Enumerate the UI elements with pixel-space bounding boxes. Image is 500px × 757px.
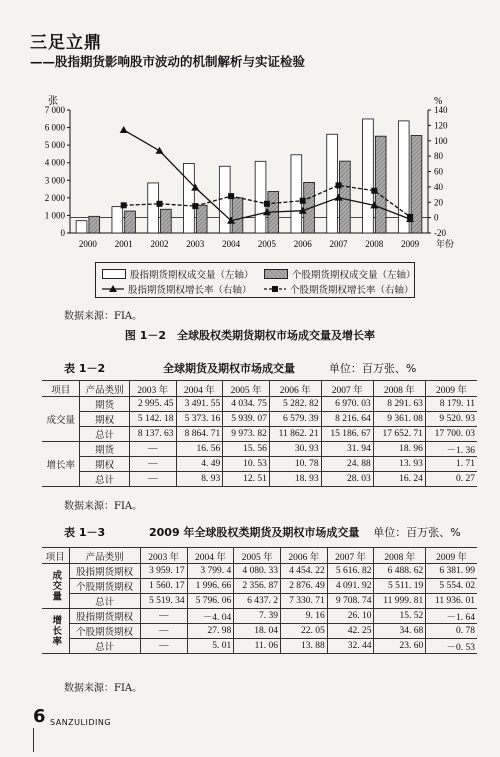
- table-row: [42, 412, 477, 427]
- y-right-tick-label: 100: [434, 135, 448, 146]
- table-cell: 16. 56: [176, 442, 223, 457]
- chart-source: 数据来源：FIA。: [64, 311, 143, 322]
- x-tick-label: 2008: [365, 239, 384, 249]
- table-category-cell: 期货: [80, 442, 129, 457]
- table-cell: 11 999. 81: [374, 594, 426, 609]
- table-row: [42, 397, 477, 412]
- table-cell: 5 796. 06: [187, 594, 234, 609]
- y-right-tick-label: 0: [434, 212, 439, 223]
- table2-number: 表 1－3: [64, 526, 106, 539]
- y-left-tick-label: 1 000: [44, 210, 65, 221]
- table-cell: 1. 71: [425, 457, 477, 472]
- y-left-tick-label: 5 000: [44, 140, 65, 151]
- table-cell: －4. 04: [187, 609, 234, 624]
- table-cell: 1 996. 66: [187, 579, 234, 594]
- table1-caption: [64, 360, 416, 376]
- table-cell: 15. 56: [223, 442, 270, 457]
- legend-item-index-volume: [102, 267, 254, 281]
- y-left-tick-label: 3 000: [44, 175, 65, 186]
- table-header-cell: 2007 年: [321, 381, 373, 397]
- x-axis-unit: 年份: [436, 239, 455, 249]
- table-cell: 18. 93: [269, 472, 321, 487]
- y-right-tick-label: 80: [434, 151, 443, 162]
- point-stock-growth: [157, 201, 163, 207]
- chart-legend: [95, 262, 415, 298]
- table-header-cell: 2007 年: [327, 548, 374, 564]
- table1-source: 数据来源：FIA。: [64, 501, 143, 512]
- point-stock-growth: [336, 182, 342, 188]
- table-group-label: 增长率: [42, 609, 69, 654]
- y-right-tick-label: -20: [434, 228, 446, 238]
- x-tick-label: 2009: [401, 239, 420, 249]
- bar-stock-volume: [89, 216, 100, 233]
- table-equity-futures-options: [42, 547, 477, 654]
- x-tick-label: 2002: [150, 239, 169, 249]
- y-left-tick-label: 7 000: [44, 105, 65, 115]
- table-cell: 13. 88: [281, 639, 328, 654]
- y-right-tick-label: 140: [434, 105, 448, 115]
- table-cell: —: [140, 624, 187, 639]
- table-cell: 42. 25: [327, 624, 374, 639]
- table-cell: 2 876. 49: [281, 579, 328, 594]
- legend-triangle-line-icon: [102, 284, 124, 294]
- point-index-growth: [156, 147, 164, 154]
- legend-label: 个股期货期权增长率（右轴）: [290, 285, 414, 296]
- page-number: 6: [33, 706, 46, 727]
- table2-unit: 单位：百万张、%: [373, 526, 461, 539]
- table-cell: 17 652. 71: [373, 427, 425, 442]
- table-cell: 5 373. 16: [176, 412, 223, 427]
- table-cell: —: [129, 457, 176, 472]
- table2-source: 数据来源：FIA。: [64, 683, 143, 694]
- table-category-cell: 股指期货期权: [69, 609, 140, 624]
- table-cell: —: [129, 472, 176, 487]
- table-cell: 23. 60: [374, 639, 426, 654]
- table-row: [42, 639, 477, 654]
- table-cell: 3 491. 55: [176, 397, 223, 412]
- table-cell: 11 936. 01: [426, 594, 477, 609]
- table-header-cell: 2004 年: [176, 381, 223, 397]
- table-category-cell: 总计: [80, 472, 129, 487]
- table-cell: 1 560. 17: [140, 579, 187, 594]
- table1-title: 全球期货及期权市场成交量: [162, 362, 295, 375]
- table2-caption: [64, 524, 461, 540]
- table-cell: 8 216. 64: [321, 412, 373, 427]
- table-row: [42, 472, 477, 487]
- table-cell: 9 361. 08: [373, 412, 425, 427]
- bar-index-volume: [184, 163, 195, 233]
- table-category-cell: 个股期货期权: [69, 579, 140, 594]
- legend-item-stock-volume: [264, 267, 416, 281]
- table-cell: —: [140, 639, 187, 654]
- y-right-tick-label: 40: [434, 181, 443, 192]
- x-tick-label: 2006: [293, 239, 312, 249]
- table-cell: 18. 04: [234, 624, 281, 639]
- table-cell: 8 179. 11: [425, 397, 477, 412]
- table-cell: 18. 96: [373, 442, 425, 457]
- legend-item-index-growth: [102, 282, 252, 296]
- table-header-cell: 2003 年: [140, 548, 187, 564]
- x-tick-label: 2003: [186, 239, 205, 249]
- table-row: [42, 579, 477, 594]
- table-cell: 10. 78: [269, 457, 321, 472]
- table-group-label: 成交量: [42, 397, 80, 442]
- table-header-cell: 2009 年: [425, 381, 477, 397]
- table-cell: 27. 98: [187, 624, 234, 639]
- table-cell: 5 554. 02: [426, 579, 477, 594]
- table-cell: 11. 06: [234, 639, 281, 654]
- table-cell: 22. 05: [281, 624, 328, 639]
- table-cell: 4 454. 22: [281, 564, 328, 579]
- point-stock-growth: [371, 188, 377, 194]
- table-header-cell: 项目: [42, 548, 69, 564]
- point-stock-growth: [407, 214, 413, 220]
- table-cell: 26. 10: [327, 609, 374, 624]
- table-cell: 32. 44: [327, 639, 374, 654]
- legend-square-line-icon: [264, 284, 286, 294]
- table-cell: －0. 53: [426, 639, 477, 654]
- bar-stock-volume: [196, 205, 207, 233]
- bar-stock-volume: [232, 198, 243, 233]
- table-header-cell: 产品类别: [80, 381, 129, 397]
- legend-item-stock-growth: [264, 282, 414, 296]
- table-cell: 5 511. 19: [374, 579, 426, 594]
- table-cell: 8. 93: [176, 472, 223, 487]
- y-right-tick-label: 60: [434, 166, 443, 177]
- table-cell: 34. 68: [374, 624, 426, 639]
- y-left-tick-label: 4 000: [44, 157, 65, 168]
- table-header-cell: 2004 年: [187, 548, 234, 564]
- table-row: [42, 564, 477, 579]
- table-category-cell: 总计: [69, 639, 140, 654]
- table-cell: 31. 94: [321, 442, 373, 457]
- table-row: [42, 457, 477, 472]
- table-header-cell: 2005 年: [234, 548, 281, 564]
- y-left-tick-label: 0: [60, 228, 65, 238]
- table-header-cell: 2009 年: [426, 548, 477, 564]
- table-header-cell: 2008 年: [373, 381, 425, 397]
- book-title: 三足立鼎: [30, 33, 102, 53]
- bar-index-volume: [112, 207, 123, 233]
- footer-rule: [33, 728, 34, 752]
- table2-title: 2009 年全球股权类期货及期权市场成交量: [148, 526, 360, 539]
- table-row: [42, 624, 477, 639]
- table-cell: 4 091. 92: [327, 579, 374, 594]
- table-category-cell: 股指期货期权: [69, 564, 140, 579]
- table-row: [42, 427, 477, 442]
- table-category-cell: 个股期货期权: [69, 624, 140, 639]
- figure-caption: 图 1－2 全球股权类期货期权市场成交量及增长率: [124, 329, 376, 342]
- table1-number: 表 1－2: [64, 362, 106, 375]
- table-cell: 10. 53: [223, 457, 270, 472]
- table-header-cell: 2006 年: [269, 381, 321, 397]
- bar-index-volume: [148, 183, 159, 233]
- bar-index-volume: [363, 119, 374, 233]
- bar-stock-volume: [375, 136, 386, 233]
- table-cell: 3 799. 4: [187, 564, 234, 579]
- y-left-tick-label: 2 000: [44, 192, 65, 203]
- table-row: [42, 609, 477, 624]
- table-cell: 8 291. 63: [373, 397, 425, 412]
- y-right-unit: %: [434, 96, 443, 107]
- y-left-unit: 张: [48, 96, 58, 107]
- footer-brand: SANZULIDING: [50, 718, 112, 727]
- table-cell: 13. 93: [373, 457, 425, 472]
- point-stock-growth: [192, 203, 198, 209]
- table-header-cell: 2003 年: [129, 381, 176, 397]
- table-header-cell: 2008 年: [374, 548, 426, 564]
- legend-label: 个股期货期权成交量（左轴）: [292, 270, 416, 281]
- bar-stock-volume: [125, 211, 136, 233]
- point-stock-growth: [300, 198, 306, 204]
- y-right-tick-label: 120: [434, 120, 448, 131]
- table-cell: 28. 03: [321, 472, 373, 487]
- legend-swatch-white: [102, 269, 126, 279]
- combo-chart: [0, 0, 500, 260]
- bar-index-volume: [76, 221, 87, 233]
- table-cell: 5. 01: [187, 639, 234, 654]
- table-cell: －1. 36: [425, 442, 477, 457]
- table-cell: 2 356. 87: [234, 579, 281, 594]
- table-cell: 15. 52: [374, 609, 426, 624]
- point-stock-growth: [264, 201, 270, 207]
- table-cell: —: [140, 609, 187, 624]
- table-cell: 7. 39: [234, 609, 281, 624]
- x-tick-label: 2000: [78, 239, 97, 249]
- table-row: [42, 594, 477, 609]
- point-stock-growth: [121, 202, 127, 208]
- table1-unit: 单位：百万张、%: [328, 362, 417, 375]
- table-row: [42, 442, 477, 457]
- table-cell: 9 973. 82: [223, 427, 270, 442]
- table-header-row: [42, 381, 477, 397]
- table-cell: 8 864. 71: [176, 427, 223, 442]
- table-cell: 6 381. 99: [426, 564, 477, 579]
- table-group-label: 增长率: [42, 442, 80, 487]
- table-cell: 4 034. 75: [223, 397, 270, 412]
- table-cell: 3 959. 17: [140, 564, 187, 579]
- table-cell: 7 330. 71: [281, 594, 328, 609]
- table-cell: 6 437. 2: [234, 594, 281, 609]
- table-cell: 2 995. 45: [129, 397, 176, 412]
- table-cell: 6 579. 39: [269, 412, 321, 427]
- bar-stock-volume: [340, 161, 351, 233]
- table-cell: 9. 16: [281, 609, 328, 624]
- table-header-row: [42, 548, 477, 564]
- table-cell: 5 282. 82: [269, 397, 321, 412]
- table-cell: 6 970. 03: [321, 397, 373, 412]
- table-cell: 6 488. 62: [374, 564, 426, 579]
- table-cell: 24. 88: [321, 457, 373, 472]
- bar-stock-volume: [161, 209, 172, 233]
- point-stock-growth: [228, 193, 234, 199]
- table-futures-options: [42, 380, 477, 487]
- table-cell: 5 939. 07: [223, 412, 270, 427]
- y-right-tick-label: 20: [434, 197, 443, 208]
- table-cell: 11 862. 21: [269, 427, 321, 442]
- table-header-cell: 2006 年: [281, 548, 328, 564]
- table-category-cell: 期货: [80, 397, 129, 412]
- table-cell: 8 137. 63: [129, 427, 176, 442]
- table-cell: 15 186. 67: [321, 427, 373, 442]
- table-header-cell: 产品类别: [69, 548, 140, 564]
- point-index-growth: [120, 126, 128, 133]
- table-cell: －1. 64: [426, 609, 477, 624]
- table-group-label: 成交量: [42, 564, 69, 609]
- table-category-cell: 期权: [80, 412, 129, 427]
- table-cell: 16. 24: [373, 472, 425, 487]
- table-cell: 30. 93: [269, 442, 321, 457]
- table-header-cell: 2005 年: [223, 381, 270, 397]
- table-cell: 9 520. 93: [425, 412, 477, 427]
- table-cell: 9 708. 74: [327, 594, 374, 609]
- table-cell: 0. 27: [425, 472, 477, 487]
- bar-index-volume: [255, 161, 266, 233]
- legend-swatch-gray: [264, 269, 288, 279]
- table-cell: 0. 78: [426, 624, 477, 639]
- table-cell: 4 080. 33: [234, 564, 281, 579]
- table-cell: 5 616. 82: [327, 564, 374, 579]
- table-cell: 5 142. 18: [129, 412, 176, 427]
- table-category-cell: 总计: [80, 427, 129, 442]
- y-left-tick-label: 6 000: [44, 122, 65, 133]
- x-tick-label: 2001: [114, 239, 133, 249]
- table-header-cell: 项目: [42, 381, 80, 397]
- table-category-cell: 总计: [69, 594, 140, 609]
- table-cell: 4. 49: [176, 457, 223, 472]
- legend-label: 股指期货期权增长率（右轴）: [128, 285, 252, 296]
- x-tick-label: 2005: [257, 239, 276, 249]
- table-cell: 5 519. 34: [140, 594, 187, 609]
- table-category-cell: 期权: [80, 457, 129, 472]
- x-tick-label: 2004: [222, 239, 241, 249]
- book-subtitle: ——股指期货影响股市波动的机制解析与实证检验: [30, 54, 306, 69]
- legend-label: 股指期货期权成交量（左轴）: [130, 270, 254, 281]
- x-tick-label: 2007: [329, 239, 348, 249]
- bar-index-volume: [291, 155, 302, 233]
- table-cell: 17 700. 03: [425, 427, 477, 442]
- table-cell: —: [129, 442, 176, 457]
- table-cell: 12. 51: [223, 472, 270, 487]
